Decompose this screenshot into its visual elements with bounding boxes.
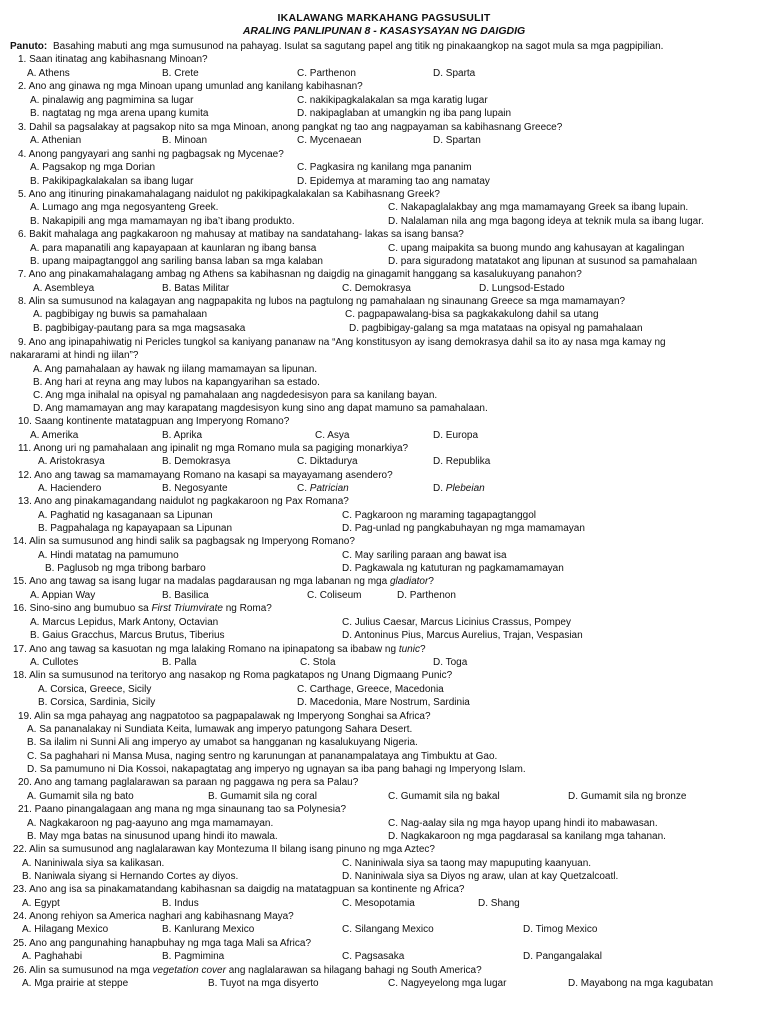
choice-d: D. pagbibigay-galang sa mga matataas na opisyal ng pamahalaan (349, 323, 643, 334)
answer-row (0, 683, 768, 696)
question-text: 19. Alin sa mga pahayag ang nagpatotoo sa pagpapalawak ng Imperyong Songhai sa Africa? (18, 711, 431, 722)
choice-d: D. Pangangalakal (523, 951, 602, 962)
choice-b: B. Gumamit sila ng coral (208, 791, 317, 802)
choice-d: D. Nalalaman nila ang mga bagong ideya at teknik mula sa ibang lugar. (388, 216, 704, 227)
question-text-wrap (13, 964, 482, 977)
answer-row (0, 429, 768, 442)
question-text: 16. Sino-sino ang bumubuo sa (13, 603, 149, 614)
choice-d: D. Epidemya at maraming tao ang namatay (297, 176, 490, 187)
choice-c: C. Demokrasya (342, 283, 411, 294)
question-text: 5. Ano ang itinuring pinakamahalagang naidulot ng pakikipagkalakalan sa Kabihasnang Greek? (18, 189, 440, 200)
answer-row (0, 549, 768, 562)
instructions-text: Basahing mabuti ang mga sumusunod na pahayag. Isulat sa sagutang papel ang titik ng pinakaangkop na sagot mula sa mga pagpipilian. (53, 41, 664, 52)
question-text-wrap (13, 602, 272, 615)
choice-d: D. Lungsod-Estado (479, 283, 565, 294)
choice-b: C. Carthage, Greece, Macedonia (297, 684, 444, 695)
question-text-end: ? (428, 576, 434, 587)
question-text: 4. Anong pangyayari ang sanhi ng pagbagsak ng Mycenae? (18, 149, 284, 160)
question-text-wrap (13, 643, 426, 656)
choice-b: B. Ang hari at reyna ang may lubos na kapangyarihan sa estado. (33, 377, 320, 388)
choice-c: C. Sa paghahari ni Mansa Musa, naging sentro ng karunungan at pananampalataya ang Timbuktu at Gao. (27, 751, 498, 762)
choice-a: A. Naniniwala siya sa kalikasan. (22, 858, 165, 869)
choice-a: A. Hilagang Mexico (22, 924, 109, 935)
answer-row (0, 363, 768, 376)
choice-a: A. Appian Way (30, 590, 96, 601)
choice-c: C. Diktadurya (297, 456, 358, 467)
question-term: First Triumvirate (151, 603, 223, 614)
choice-a: A. pagbibigay ng buwis sa pamahalaan (33, 309, 208, 320)
choice-d: D. Toga (433, 657, 468, 668)
choice-b: C. upang maipakita sa buong mundo ang kahusayan at kagalingan (388, 243, 685, 254)
answer-row (0, 763, 768, 776)
exam-title: IKALAWANG MARKAHANG PAGSUSULIT (277, 12, 491, 24)
choice-c: C. Patrician (297, 483, 349, 494)
choice-d: D. Mayabong na mga kagubatan (568, 978, 714, 989)
choice-c: C. Nagyeyelong mga lugar (388, 978, 507, 989)
question-11 (0, 442, 768, 455)
question-14 (0, 535, 768, 548)
choice-d: D. Gumamit sila ng bronze (568, 791, 687, 802)
choice-b: B. Negosyante (162, 483, 228, 494)
choice-a: A. Lumago ang mga negosyanteng Greek. (30, 202, 219, 213)
choice-b: B. Basilica (162, 590, 209, 601)
choice-a: A. Corsica, Greece, Sicily (38, 684, 152, 695)
exam-subtitle: ARALING PANLIPUNAN 8 - KASASYSAYAN NG DAIGDIG (242, 25, 526, 37)
choice-c: C. Silangang Mexico (342, 924, 434, 935)
choice-term: Patrician (309, 483, 349, 494)
question-term: gladiator (389, 576, 429, 587)
choice-a: A. Gumamit sila ng bato (27, 791, 134, 802)
choice-d: D. Sa pamumuno ni Dia Kossoi, nakapagtatag ang imperyo ng ugnayan sa iba pang bahagi ng Imperyong Islam. (27, 764, 526, 775)
question-7 (0, 268, 768, 281)
choice-b: B. Palla (162, 657, 197, 668)
answer-row (0, 897, 768, 910)
question-13 (0, 495, 768, 508)
choice-a: A. Athenian (30, 135, 82, 146)
answer-row (0, 308, 768, 321)
choice-d: D. Pagkawala ng katuturan ng pagkamamamayan (342, 563, 564, 574)
answer-row (0, 562, 768, 575)
choice-c: B. Pagpahalaga ng kapayapaan sa Lipunan (38, 523, 233, 534)
question-10 (0, 415, 768, 428)
question-text: 9. Ano ang ipinapahiwatig ni Pericles tungkol sa kaniyang pananaw na “Ang konstitusyon ay isang demokrasya dahil sa ito ay nasa mga kamay ng (18, 337, 666, 348)
question-text: 7. Ano ang pinakamahalagang ambag ng Athens sa kabihasnan ng daigdig na ginagamit hanggang sa kasalukuyang panahon? (18, 269, 582, 280)
question-6 (0, 228, 768, 241)
choice-b: B. Kanlurang Mexico (162, 924, 255, 935)
answer-row (0, 736, 768, 749)
question-15 (0, 575, 768, 588)
choice-term: Plebeian (445, 483, 485, 494)
choice-c: C. Mycenaean (297, 135, 362, 146)
choice-b: C. Pagkaroon ng maraming tagapagtanggol (342, 510, 537, 521)
question-21 (0, 803, 768, 816)
answer-row (0, 175, 768, 188)
question-term: vegetation cover (152, 965, 226, 976)
question-22 (0, 843, 768, 856)
choice-b: B. Minoan (162, 135, 208, 146)
choice-b: C. Nakapaglalakbay ang mga mamamayang Greek sa ibang lupain. (388, 202, 689, 213)
choice-a: A. Marcus Lepidus, Mark Antony, Octavian (30, 617, 219, 628)
question-text: 25. Ano ang pangunahing hanapbuhay ng mga taga Mali sa Africa? (13, 938, 312, 949)
question-4 (0, 148, 768, 161)
answer-row (0, 923, 768, 936)
choice-c: C. Asya (315, 430, 350, 441)
choice-d: D. para siguradong matatakot ang lipunan at susunod sa pamahalaan (388, 256, 698, 267)
question-text: 12. Ano ang tawag sa mamamayang Romano na kasapi sa mayayamang asendero? (18, 470, 393, 481)
choice-c: B. nagtatag ng mga arena upang kumita (30, 108, 209, 119)
answer-row (0, 67, 768, 80)
question-8 (0, 295, 768, 308)
choice-d: D. Spartan (433, 135, 481, 146)
question-term: tunic (398, 644, 420, 655)
answer-row (0, 255, 768, 268)
question-text: 24. Anong rehiyon sa America naghari ang kabihasnang Maya? (13, 911, 294, 922)
choice-a: A. Cullotes (30, 657, 79, 668)
choice-c: B. May mga batas na sinusunod upang hindi ito mawala. (27, 831, 278, 842)
choice-b: C. nakikipagkalakalan sa mga karatig lugar (297, 95, 488, 106)
choice-a: A. pinalawig ang pagmimina sa lugar (30, 95, 194, 106)
question-25 (0, 937, 768, 950)
choice-c: C. Coliseum (307, 590, 362, 601)
choice-c: B. Pakikipagkalakalan sa ibang lugar (30, 176, 194, 187)
question-text: 2. Ano ang ginawa ng mga Minoan upang umunlad ang kanilang kabihasnan? (18, 81, 363, 92)
choice-a: A. Pagsakop ng mga Dorian (30, 162, 156, 173)
choice-a: A. Paghahabi (22, 951, 83, 962)
answer-row (0, 161, 768, 174)
choice-a: A. Ang pamahalaan ay hawak ng iilang mamamayan sa lipunan. (33, 364, 318, 375)
question-text: 26. Alin sa sumusunod na mga (13, 965, 150, 976)
answer-row (0, 857, 768, 870)
choice-d: D. Ang mamamayan ang may karapatang magdesisyon kung sino ang dapat mamuno sa pamahalaan. (33, 403, 488, 414)
answer-row (0, 977, 768, 990)
choice-a: A. Paghatid ng kasaganaan sa Lipunan (38, 510, 213, 521)
question-text: 13. Ano ang pinakamagandang naidulot ng pagkakaroon ng Pax Romana? (18, 496, 349, 507)
answer-row (0, 522, 768, 535)
question-text-cont: nakararami at hindi ng iilan”? (10, 350, 139, 361)
answer-row (0, 282, 768, 295)
question-text-wrap (13, 575, 434, 588)
answer-row (0, 790, 768, 803)
choice-c: B. Naniwala siyang si Hernando Cortes ay diyos. (22, 871, 239, 882)
choice-a: A. Mga prairie at steppe (22, 978, 129, 989)
question-text: 6. Bakit mahalaga ang pagkakaroon ng mahusay at matibay na sandatahang- lakas sa isang bansa? (18, 229, 464, 240)
question-text: 22. Alin sa sumusunod ang naglalarawan kay Montezuma II bilang isang pinuno ng mga Aztec? (13, 844, 435, 855)
choice-a: A. para mapanatili ang kapayapaan at kaunlaran ng ibang bansa (30, 243, 317, 254)
choice-c: B. Corsica, Sardinia, Sicily (38, 697, 156, 708)
choice-b: C. pagpapawalang-bisa sa pagkakakulong dahil sa utang (345, 309, 599, 320)
choice-a: A. Egypt (22, 898, 60, 909)
question-text: 23. Ano ang isa sa pinakamatandang kabihasnan sa daigdig na matatagpuan sa kontinente ng Africa? (13, 884, 465, 895)
question-9-cont (0, 349, 768, 362)
answer-row (0, 215, 768, 228)
answer-row (0, 455, 768, 468)
choice-c: C. Mesopotamia (342, 898, 415, 909)
question-3 (0, 121, 768, 134)
answer-row (0, 696, 768, 709)
answer-row (0, 817, 768, 830)
answer-row (0, 629, 768, 642)
choice-b: C. Pagkasira ng kanilang mga pananim (297, 162, 472, 173)
question-text-end: ng Roma? (225, 603, 272, 614)
choice-b: B. Aprika (162, 430, 203, 441)
question-text: 20. Ano ang tamang paglalarawan sa paraan ng paggawa ng pera sa Palau? (18, 777, 359, 788)
choice-d: D. nakipaglaban at umangkin ng iba pang lupain (297, 108, 512, 119)
choice-c: C. Parthenon (297, 68, 356, 79)
answer-row (0, 482, 768, 495)
answer-row (0, 201, 768, 214)
choice-c: C. Pagsasaka (342, 951, 405, 962)
answer-row (0, 830, 768, 843)
answer-row (0, 242, 768, 255)
answer-row (0, 723, 768, 736)
answer-row (0, 94, 768, 107)
choice-b: B. Indus (162, 898, 199, 909)
question-19 (0, 710, 768, 723)
choice-d: D. Nagkakaroon ng mga pagdarasal sa kanilang mga tahanan. (388, 831, 666, 842)
choice-d: D. Plebeian (433, 483, 485, 494)
choice-d: D. Pag-unlad ng pangkabuhayan ng mga mamamayan (342, 523, 585, 534)
choice-d: D. Sparta (433, 68, 476, 79)
answer-row (0, 107, 768, 120)
question-5 (0, 188, 768, 201)
choice-d: D. Republika (433, 456, 491, 467)
answer-row (0, 402, 768, 415)
choice-d: D. Macedonia, Mare Nostrum, Sardinia (297, 697, 470, 708)
choice-a: A. Amerika (30, 430, 79, 441)
choice-d: D. Naniniwala siya sa Diyos ng araw, ulan at kay Quetzalcoatl. (342, 871, 619, 882)
choice-a: A. Asembleya (33, 283, 95, 294)
choice-d: D. Europa (433, 430, 479, 441)
question-text: 14. Alin sa sumusunod ang hindi salik sa pagbagsak ng Imperyong Romano? (13, 536, 355, 547)
question-text-end: ang naglalarawan sa hilagang bahagi ng South America? (228, 965, 482, 976)
choice-d: D. Timog Mexico (523, 924, 598, 935)
question-text-end: ? (419, 644, 426, 655)
choice-c: C. Stola (300, 657, 336, 668)
choice-c: B. Gaius Gracchus, Marcus Brutus, Tiberius (30, 630, 225, 641)
choice-c: B. upang maipagtanggol ang sariling bansa laban sa mga kalaban (30, 256, 323, 267)
choice-c: B. pagbibigay-pautang para sa mga magsasaka (33, 323, 246, 334)
question-text: 3. Dahil sa pagsalakay at pagsakop nito sa mga Minoan, anong pangkat ng tao ang nagpayaman sa kabihasnang Greece? (18, 122, 563, 133)
choice-a: A. Aristokrasya (38, 456, 105, 467)
choice-c: C. Ang mga inihalal na opisyal ng pamahalaan ang nagdedesisyon para sa kanilang bayan. (33, 390, 438, 401)
answer-row (0, 616, 768, 629)
question-9 (0, 336, 768, 349)
choice-a: A. Athens (27, 68, 70, 79)
question-17 (0, 643, 768, 656)
question-text: 21. Paano pinangalagaan ang mana ng mga sinaunang tao sa Polynesia? (18, 804, 347, 815)
choice-b: B. Crete (162, 68, 199, 79)
choice-a: A. Haciendero (38, 483, 102, 494)
choice-b: B. Pagmimina (162, 951, 225, 962)
choice-b: B. Sa ilalim ni Sunni Ali ang imperyo ay umabot sa hangganan ng kasalukuyang Nigeria. (27, 737, 418, 748)
instructions (0, 40, 768, 53)
choice-d: D. Antoninus Pius, Marcus Aurelius, Trajan, Vespasian (342, 630, 583, 641)
question-text: 10. Saang kontinente matatagpuan ang Imperyong Romano? (18, 416, 290, 427)
choice-b: C. Julius Caesar, Marcus Licinius Crassus, Pompey (342, 617, 571, 628)
answer-row (0, 376, 768, 389)
question-text: 1. Saan itinatag ang kabihasnang Minoan? (18, 54, 208, 65)
question-text: 17. Ano ang tawag sa kasuotan ng mga lalaking Romano na ipinapatong sa ibabaw ng (13, 644, 397, 655)
choice-b: B. Batas Militar (162, 283, 230, 294)
answer-row (0, 134, 768, 147)
answer-row (0, 750, 768, 763)
question-16 (0, 602, 768, 615)
question-23 (0, 883, 768, 896)
answer-row (0, 656, 768, 669)
answer-row (0, 950, 768, 963)
choice-b: B. Tuyot na mga disyerto (208, 978, 319, 989)
answer-row (0, 589, 768, 602)
question-12 (0, 469, 768, 482)
choice-d: D. Parthenon (397, 590, 456, 601)
answer-row (0, 322, 768, 335)
question-26 (0, 964, 768, 977)
answer-row (0, 509, 768, 522)
question-text: 15. Ano ang tawag sa isang lugar na madalas pagdarausan ng mga labanan ng mga (13, 576, 388, 587)
answer-row (0, 870, 768, 883)
question-text: 18. Alin sa sumusunod na teritoryo ang nasakop ng Roma pagkatapos ng Unang Digmaang Punic? (13, 670, 453, 681)
choice-b: B. Demokrasya (162, 456, 231, 467)
question-24 (0, 910, 768, 923)
choice-b: C. Nag-aalay sila ng mga hayop upang hindi ito mabawasan. (388, 818, 658, 829)
choice-c: C. Gumamit sila ng bakal (388, 791, 500, 802)
question-text: 8. Alin sa sumusunod na kalagayan ang nagpapakita ng lubos na pagtulong ng pamahalaan ng sinaunang Greece sa mga mamamayan? (18, 296, 626, 307)
choice-b: C. Naniniwala siya sa taong may mapuputing kaanyuan. (342, 858, 592, 869)
choice-a: A. Hindi matatag na pamumuno (38, 550, 179, 561)
question-20 (0, 776, 768, 789)
choice-a: A. Sa pananalakay ni Sundiata Keita, lumawak ang imperyo patungong Sahara Desert. (27, 724, 413, 735)
choice-a: A. Nagkakaroon ng pag-aayuno ang mga mamamayan. (27, 818, 274, 829)
choice-c: B. Paglusob ng mga tribong barbaro (45, 563, 206, 574)
question-text: 11. Anong uri ng pamahalaan ang ipinalit ng mga Romano mula sa pagiging monarkiya? (18, 443, 409, 454)
choice-c: B. Nakapipili ang mga mamamayan ng iba’t ibang produkto. (30, 216, 295, 227)
question-2 (0, 80, 768, 93)
choice-d: D. Shang (478, 898, 520, 909)
answer-row (0, 389, 768, 402)
instructions-label: Panuto: (10, 41, 48, 52)
question-1 (0, 53, 768, 66)
question-18 (0, 669, 768, 682)
choice-b: C. May sariling paraan ang bawat isa (342, 550, 507, 561)
